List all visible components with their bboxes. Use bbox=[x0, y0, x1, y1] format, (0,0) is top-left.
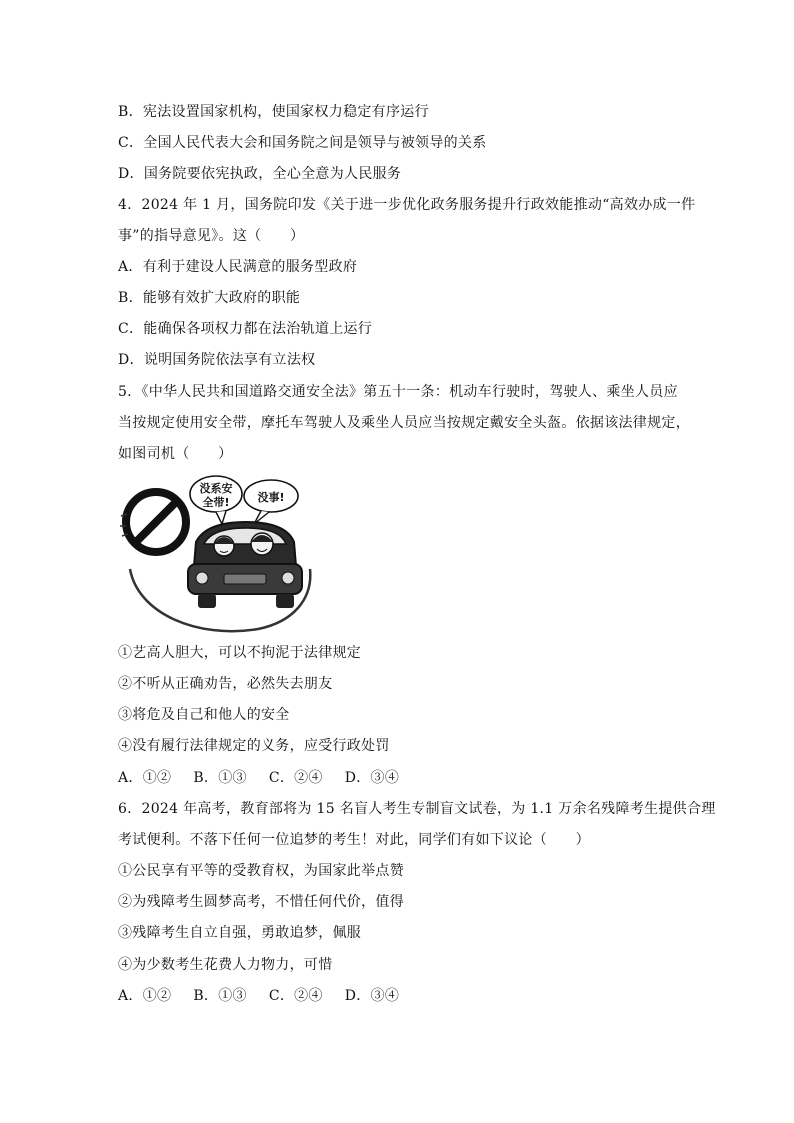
q6-choice-d: D．③④ bbox=[344, 988, 400, 1004]
q6-choice-c: C．②④ bbox=[268, 988, 323, 1004]
q4-option-a: A．有利于建设人民满意的服务型政府 bbox=[118, 259, 358, 275]
q6-item-4: ④为少数考生花费人力物力，可惜 bbox=[118, 957, 333, 973]
q5-item-4: ④没有履行法律规定的义务，应受行政处罚 bbox=[118, 738, 390, 754]
q5-choices bbox=[118, 768, 399, 788]
q5-choice-c: C．②④ bbox=[268, 770, 323, 786]
q5-stem-line2: 当按规定使用安全带，摩托车驾驶人及乘坐人员应当按规定戴安全头盔。依据该法律规定， bbox=[118, 415, 690, 431]
q5-choice-b: B．①③ bbox=[193, 770, 247, 786]
q5-item-1: ①艺高人胆大，可以不拘泥于法律规定 bbox=[118, 645, 362, 661]
q6-item-3: ③残障考生自立自强，勇敢追梦，佩服 bbox=[118, 925, 362, 941]
q6-stem-line1: 6．2024 年高考，教育部将为 15 名盲人考生专制盲文试卷，为 1.1 万余名残障考生提供合理 bbox=[118, 801, 716, 817]
q5-item-2: ②不听从正确劝告，必然失去朋友 bbox=[118, 676, 333, 692]
q5-stem-line1: 5．《中华人民共和国道路交通安全法》第五十一条：机动车行驶时，驾驶人、乘坐人员应 bbox=[118, 384, 678, 400]
q6-stem-line2: 考试便利。不落下任何一位追梦的考生！对此，同学们有如下议论（ ） bbox=[118, 832, 590, 848]
q5-item-3: ③将危及自己和他人的安全 bbox=[118, 707, 290, 723]
q6-item-1: ①公民享有平等的受教育权，为国家此举点赞 bbox=[118, 863, 404, 879]
q5-stem-line3: 如图司机（ ） bbox=[118, 446, 233, 462]
q3-option-d: D．国务院要依宪执政，全心全意为人民服务 bbox=[118, 166, 402, 182]
q5-choice-d: D．③④ bbox=[344, 770, 400, 786]
q4-option-c: C．能确保各项权力都在法治轨道上运行 bbox=[118, 321, 373, 337]
q4-option-b: B．能够有效扩大政府的职能 bbox=[118, 290, 301, 306]
q6-choice-b: B．①③ bbox=[193, 988, 247, 1004]
speech-bubble-left bbox=[190, 476, 242, 524]
q5-choice-a: A．①② bbox=[118, 770, 172, 786]
q4-stem-line2: 事”的指导意见》。这（ ） bbox=[118, 228, 305, 244]
speech-bubble-right bbox=[244, 480, 298, 524]
q6-item-2: ②为残障考生圆梦高考，不惜任何代价，值得 bbox=[118, 894, 404, 910]
seatbelt-cartoon bbox=[118, 474, 318, 634]
q3-option-c: C．全国人民代表大会和国务院之间是领导与被领导的关系 bbox=[118, 135, 487, 151]
q6-choices bbox=[118, 986, 399, 1006]
car-icon bbox=[188, 522, 302, 608]
bubble-left-line1: 没系安 bbox=[199, 482, 233, 495]
prohibition-sign-icon bbox=[120, 492, 186, 552]
q4-option-d: D．说明国务院依法享有立法权 bbox=[118, 352, 316, 368]
q4-stem-line1: 4．2024 年 1 月，国务院印发《关于进一步优化政务服务提升行政效能推动“高效办成一件 bbox=[118, 197, 696, 213]
q6-choice-a: A．①② bbox=[118, 988, 172, 1004]
seatbelt-cartoon-drawing bbox=[118, 474, 318, 634]
passenger-figure bbox=[251, 533, 273, 555]
q3-option-b: B．宪法设置国家机构，使国家权力稳定有序运行 bbox=[118, 104, 429, 120]
bubble-left-line2: 全带! bbox=[202, 496, 230, 509]
driver-figure bbox=[214, 536, 234, 556]
bubble-right-text: 没事! bbox=[257, 491, 285, 504]
